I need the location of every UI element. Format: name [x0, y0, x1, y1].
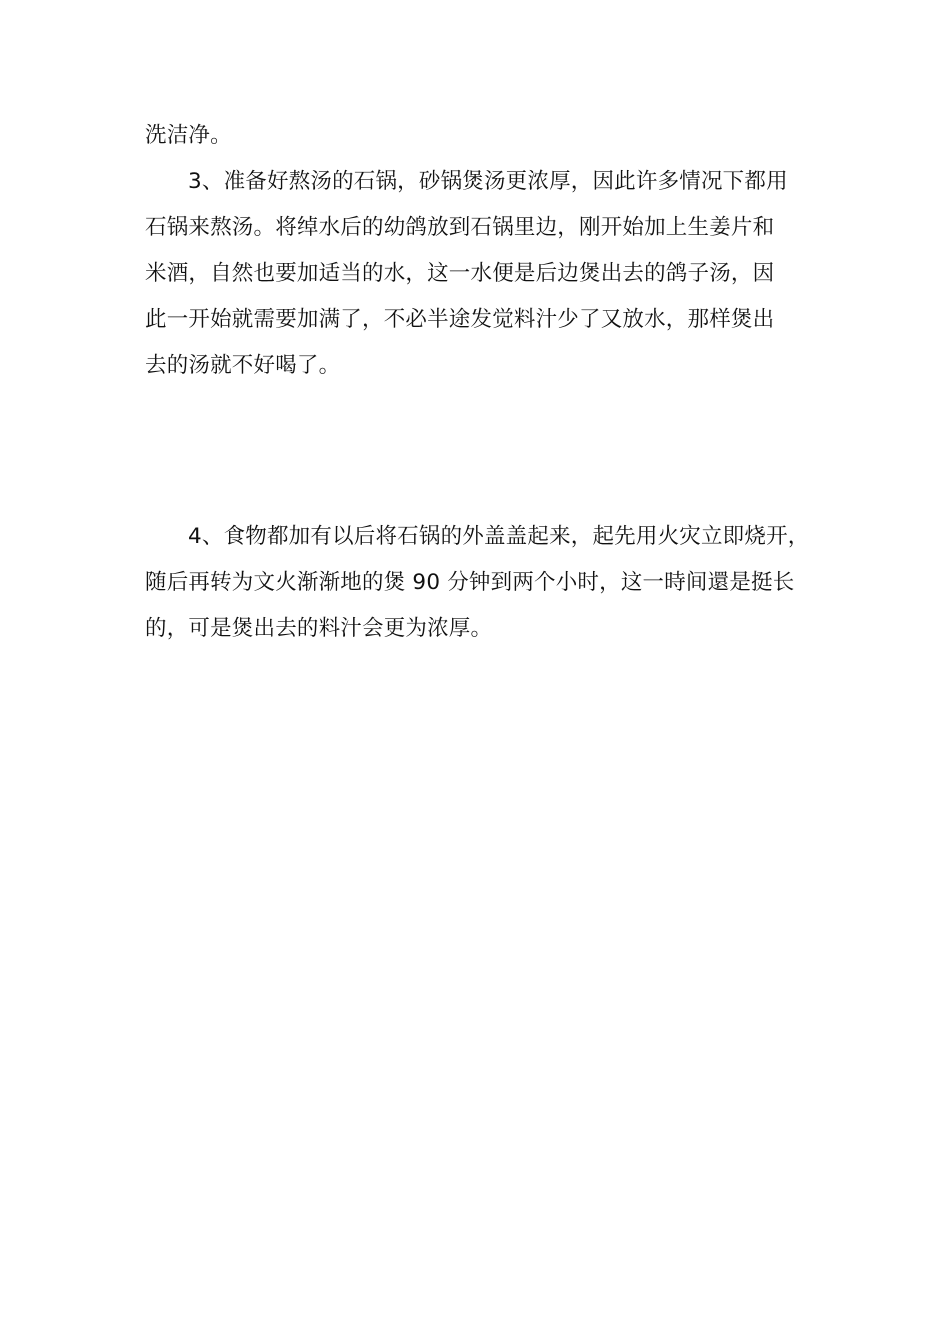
text-line: 随后再转为文火渐渐地的煲 90 分钟到两个小时，这一時间還是挺长 [145, 570, 795, 595]
text-line: 石锅来熬汤。将绰水后的幼鸽放到石锅里边，刚开始加上生姜片和 [145, 215, 775, 240]
text-line: 3、准备好熬汤的石锅，砂锅煲汤更浓厚，因此许多情况下都用 [188, 169, 788, 194]
paragraph-step-3 [145, 159, 815, 389]
text-line: 此一开始就需要加满了，不必半途发觉料汁少了又放水，那样煲出 [145, 307, 775, 332]
paragraph-step-4 [145, 514, 815, 652]
text-line: 4、食物都加有以后将石锅的外盖盖起来，起先用火灾立即烧开， [188, 524, 810, 549]
text-line: 去的汤就不好喝了。 [145, 353, 341, 378]
text-line: 的，可是煲出去的料汁会更为浓厚。 [145, 616, 493, 641]
paragraph-continuation [145, 113, 815, 159]
text-line: 米酒，自然也要加适当的水，这一水便是后边煲出去的鸽子汤，因 [145, 261, 775, 286]
text-line: 洗洁净。 [145, 123, 232, 148]
